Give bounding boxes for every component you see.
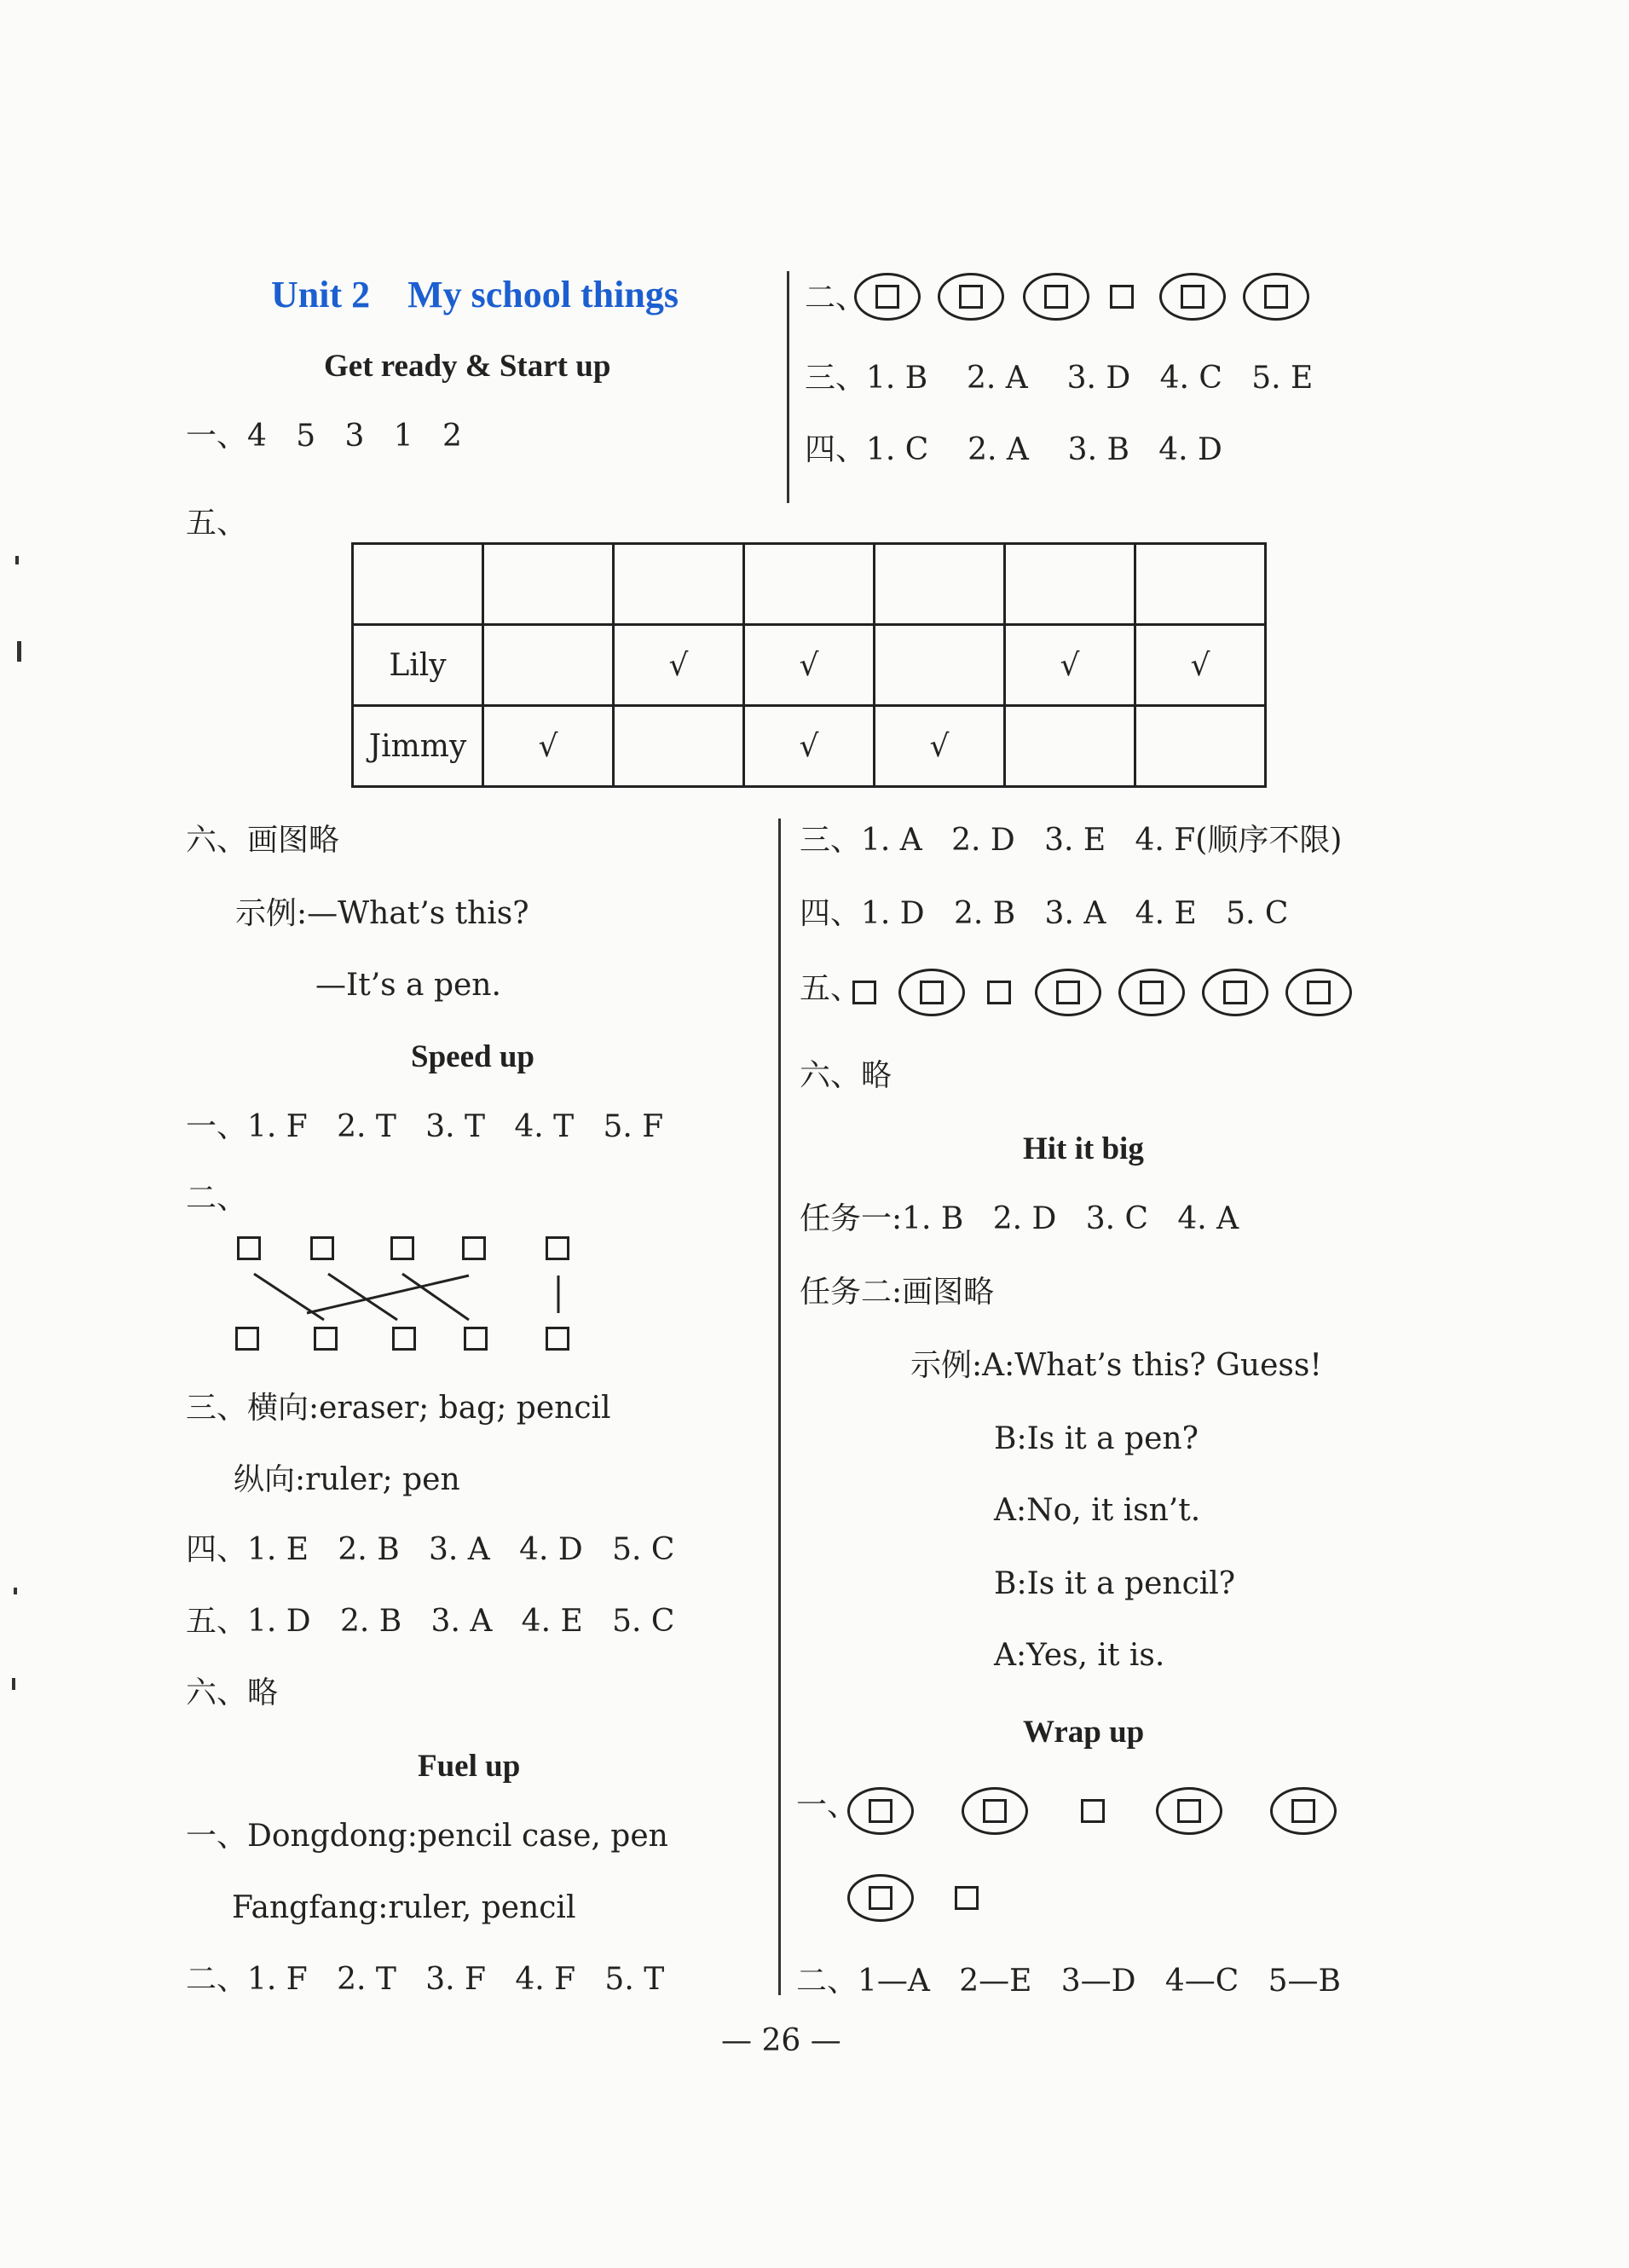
circled-box-icon [962, 1787, 1028, 1835]
example-line: —It’s a pen. [315, 968, 501, 1003]
table-cell-name: Lily [353, 625, 483, 706]
answer-line: 三、横向:eraser; bag; pencil [186, 1391, 611, 1426]
answer-line: 四、1. D 2. B 3. A 4. E 5. C [800, 896, 1289, 931]
box-icon [1081, 1799, 1105, 1823]
answer-line: Fangfang:ruler, pencil [232, 1890, 576, 1925]
answer-line: 四、1. E 2. B 3. A 4. D 5. C [186, 1532, 675, 1567]
answer-line: 二、1—A 2—E 3—D 4—C 5—B [796, 1964, 1341, 1999]
box-icon [869, 1886, 892, 1910]
circled-box-icon [1156, 1787, 1222, 1835]
box-icon [852, 981, 876, 1004]
example-line: B:Is it a pen? [994, 1421, 1199, 1456]
section-title-hit-it-big: Hit it big [1023, 1131, 1144, 1166]
circled-box-icon [1202, 969, 1268, 1016]
example-line: 示例:—What’s this? [235, 896, 529, 931]
table-cell: √ [744, 706, 875, 787]
circled-box-icon [1118, 969, 1185, 1016]
answer-line: 任务一:1. B 2. D 3. C 4. A [800, 1201, 1239, 1236]
answer-line: 一、1. F 2. T 3. T 4. T 5. F [186, 1109, 664, 1144]
circled-box-icon [898, 969, 965, 1016]
table-cell: √ [614, 625, 744, 706]
section-title-fuel-up: Fuel up [418, 1749, 521, 1784]
circled-box-icon [1285, 969, 1352, 1016]
circled-box-icon [847, 1874, 914, 1922]
answer-line: 任务二:画图略 [800, 1275, 995, 1310]
answer-line: 六、略 [800, 1058, 892, 1093]
question-label: 一、 [796, 1788, 858, 1823]
unit-title: Unit 2 My school things [271, 274, 679, 315]
question-label: 五、 [186, 506, 248, 541]
circled-box-icon [847, 1787, 914, 1835]
example-line: B:Is it a pencil? [994, 1566, 1236, 1601]
box-icon [955, 1886, 979, 1910]
answer-line: 三、1. A 2. D 3. E 4. F(顺序不限) [800, 823, 1343, 858]
section-title-get-ready: Get ready & Start up [324, 349, 611, 384]
example-line: A:Yes, it is. [994, 1638, 1165, 1673]
table-cell: √ [875, 706, 1005, 787]
answer-line: 六、画图略 [186, 823, 340, 858]
question-label: 二、 [186, 1181, 248, 1216]
box-icon [1056, 981, 1080, 1004]
question-label: 二、 [805, 281, 867, 315]
table-cell: √ [483, 706, 614, 787]
box-icon [1291, 1799, 1315, 1823]
table-cell: √ [1005, 625, 1135, 706]
box-icon [920, 981, 944, 1004]
box-icon [1223, 981, 1247, 1004]
question-label: 五、 [800, 971, 862, 1006]
box-icon [1177, 1799, 1201, 1823]
table-cell: √ [744, 625, 875, 706]
answer-line: 六、略 [186, 1675, 279, 1710]
table-cell: √ [1135, 625, 1266, 706]
answer-line: 一、4 5 3 1 2 [186, 419, 462, 454]
box-icon [987, 981, 1011, 1004]
example-line: 示例:A:What’s this? Guess! [910, 1348, 1322, 1383]
answer-line: 五、1. D 2. B 3. A 4. E 5. C [186, 1604, 675, 1639]
box-icon [869, 1799, 892, 1823]
answer-line: 纵向:ruler; pen [234, 1462, 460, 1497]
example-line: A:No, it isn’t. [994, 1493, 1201, 1528]
answer-line: 三、1. B 2. A 3. D 4. C 5. E [805, 361, 1314, 396]
section-title-wrap-up: Wrap up [1023, 1715, 1145, 1750]
circled-box-icon [1270, 1787, 1337, 1835]
box-icon [983, 1799, 1007, 1823]
answer-line: 二、1. F 2. T 3. F 4. F 5. T [186, 1962, 665, 1997]
page-number: — 26 — [721, 2023, 841, 2058]
section-title-speed-up: Speed up [411, 1039, 534, 1074]
answer-line: 一、Dongdong:pencil case, pen [186, 1819, 668, 1854]
box-icon [1140, 981, 1164, 1004]
table-cell-name: Jimmy [353, 706, 483, 787]
answer-line: 四、1. C 2. A 3. B 4. D [805, 432, 1222, 467]
circled-box-icon [1035, 969, 1101, 1016]
box-icon [1307, 981, 1331, 1004]
